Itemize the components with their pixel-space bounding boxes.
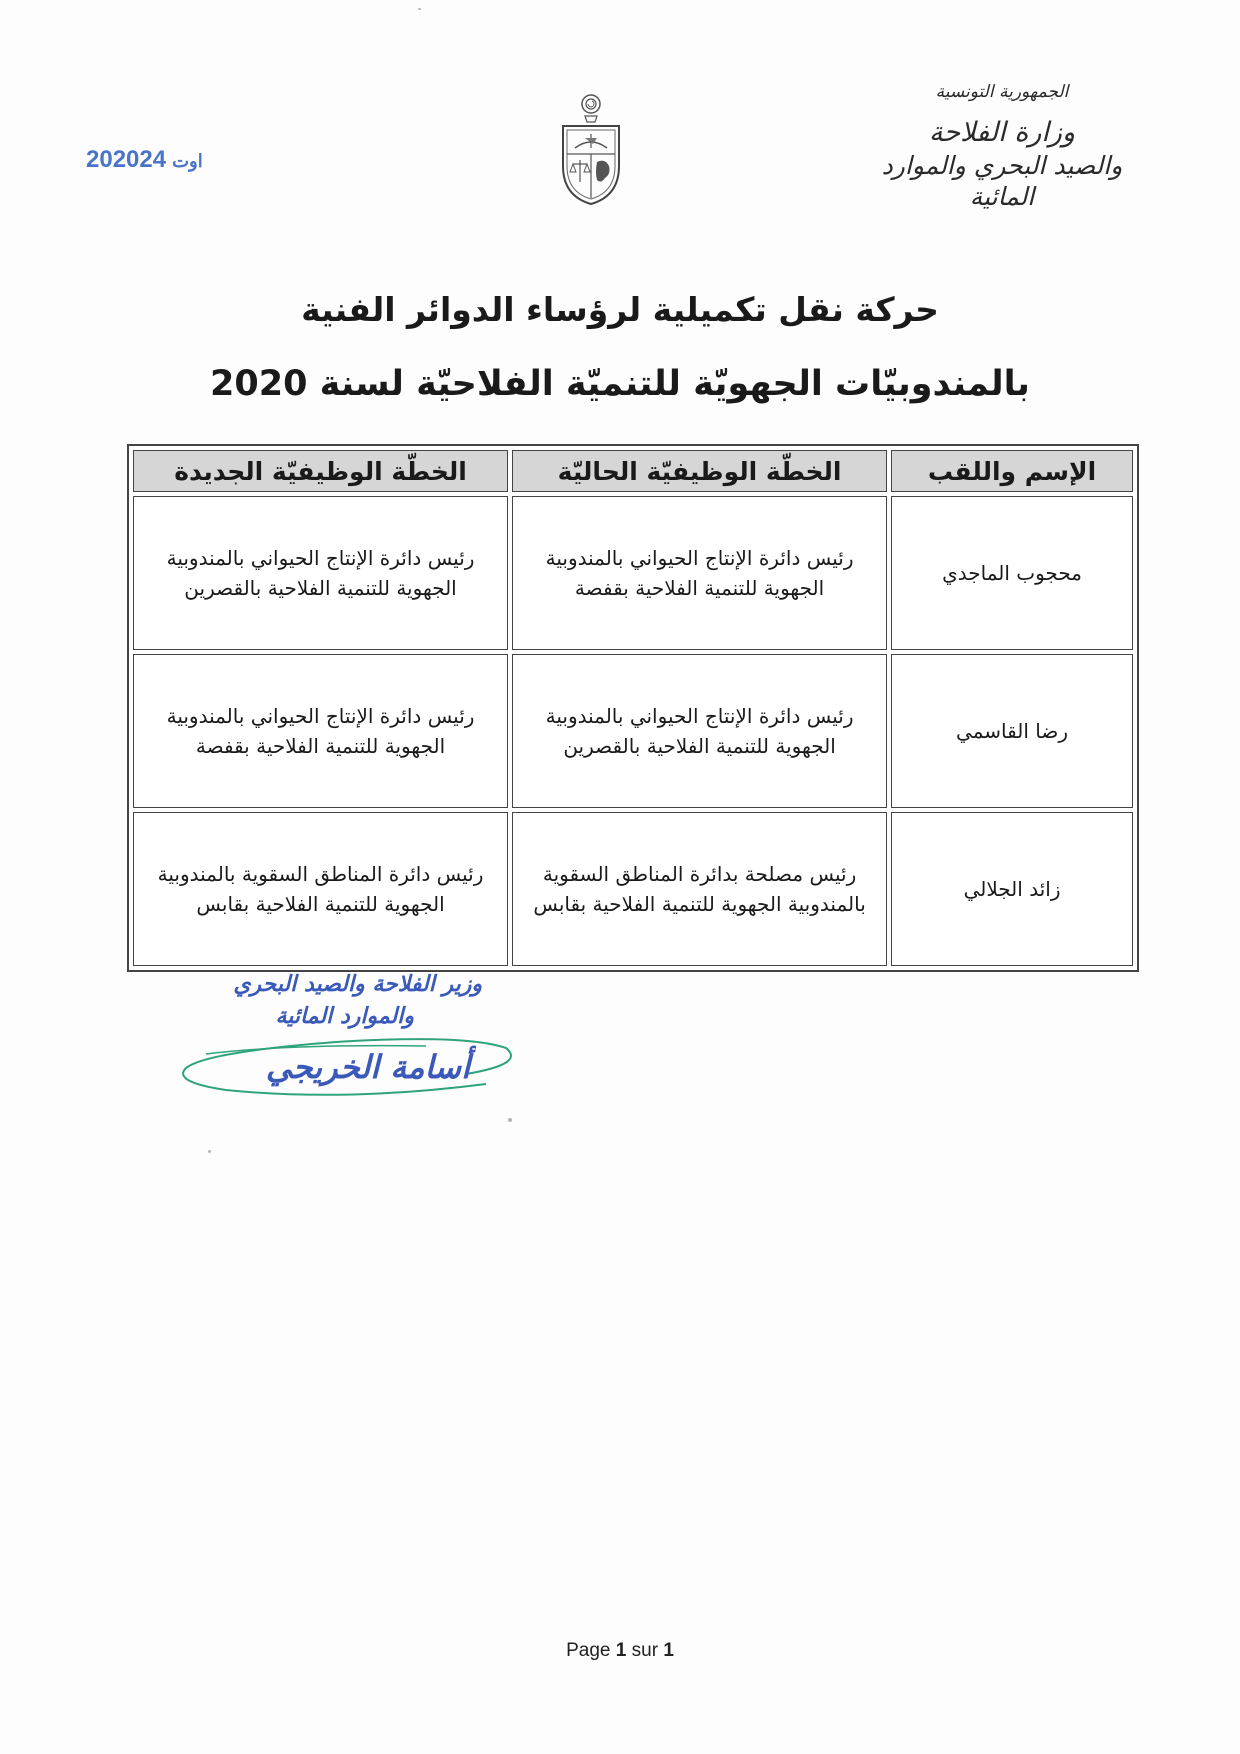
date-year: 2020: [86, 146, 140, 173]
transfers-table: [127, 444, 1139, 972]
coat-of-arms-icon: [557, 92, 625, 208]
current-position: رئيس دائرة الإنتاج الحيواني بالمندوبية الجهوية للتنمية الفلاحية بالقصرين: [512, 654, 887, 808]
document-title-line1: حركة نقل تكميلية لرؤساء الدوائر الفنية: [301, 290, 939, 329]
table-row: [133, 496, 1133, 650]
scan-speck: [508, 1118, 512, 1122]
table-row: [133, 654, 1133, 808]
scan-speck: [208, 1150, 211, 1153]
current-position: رئيس دائرة الإنتاج الحيواني بالمندوبية الجهوية للتنمية الفلاحية بقفصة: [512, 496, 887, 650]
employee-name: محجوب الماجدي: [891, 496, 1133, 650]
scan-speck: [418, 8, 421, 10]
ministry-name-line1: وزارة الفلاحة: [928, 117, 1075, 148]
date-day: 24: [139, 146, 167, 173]
signatory-title-line1: وزير الفلاحة والصيد البحري: [233, 972, 482, 997]
new-position: رئيس دائرة الإنتاج الحيواني بالمندوبية الجهوية للتنمية الفلاحية بقفصة: [133, 654, 508, 808]
column-header-current: الخطّة الوظيفيّة الحاليّة: [512, 450, 887, 492]
signatory-title-line2: والموارد المائية: [275, 1004, 414, 1029]
employee-name: رضا القاسمي: [891, 654, 1133, 808]
table-row: [133, 812, 1133, 966]
date-stamp: [86, 146, 209, 174]
ministry-name-line2: والصيد البحري والموارد المائية: [881, 150, 1123, 211]
date-month: اوت: [172, 151, 203, 171]
sur-word: sur: [631, 1640, 659, 1661]
page-word: Page: [566, 1640, 611, 1661]
page-number: 1: [615, 1640, 627, 1661]
new-position: رئيس دائرة المناطق السقوية بالمندوبية الجهوية للتنمية الفلاحية بقابس: [133, 812, 508, 966]
document-title-line2: بالمندوبيّات الجهويّة للتنميّة الفلاحيّة لسنة 2020: [210, 364, 1030, 404]
current-position: رئيس مصلحة بدائرة المناطق السقوية بالمندوبية الجهوية للتنمية الفلاحية بقابس: [512, 812, 887, 966]
table-header-row: [133, 450, 1133, 492]
page-footer: [0, 1640, 1240, 1662]
ministry-header: [872, 82, 1132, 212]
signature-block: [140, 970, 540, 1100]
page-total: 1: [663, 1640, 674, 1661]
republic-label: الجمهورية التونسية: [935, 82, 1069, 102]
new-position: رئيس دائرة الإنتاج الحيواني بالمندوبية الجهوية للتنمية الفلاحية بالقصرين: [133, 496, 508, 650]
column-header-new: الخطّة الوظيفيّة الجديدة: [133, 450, 508, 492]
column-header-name: الإسم واللقب: [891, 450, 1133, 492]
signatory-name: أسامة الخريجي: [265, 1048, 470, 1086]
employee-name: زائد الجلالي: [891, 812, 1133, 966]
